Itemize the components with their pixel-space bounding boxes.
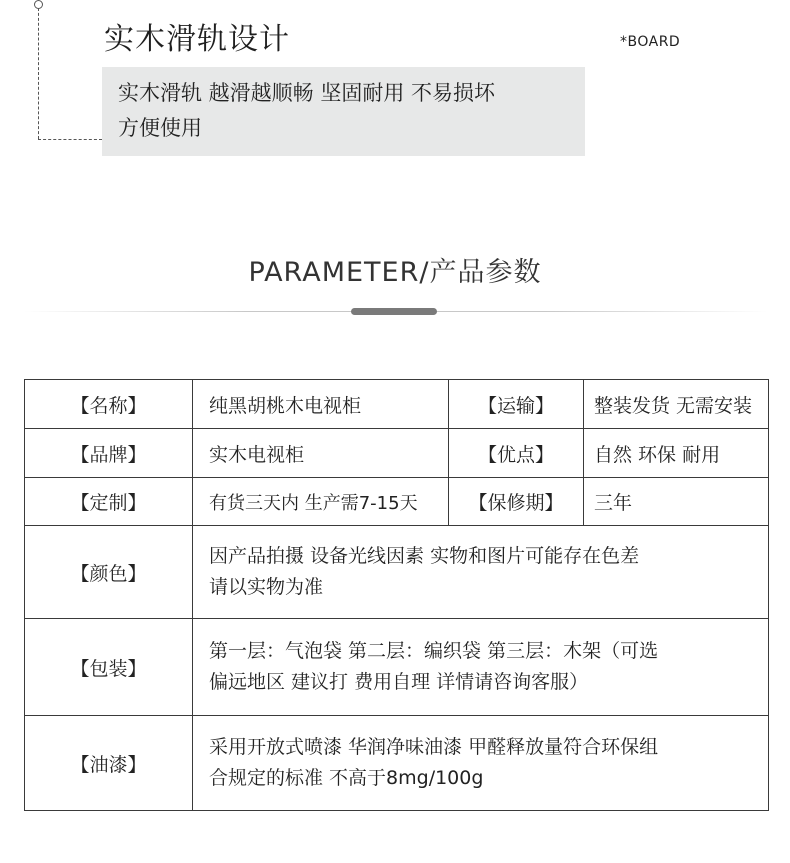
param-key: 【颜色】 <box>25 526 193 619</box>
param-value-line: 合规定的标准 不高于8mg/100g <box>209 767 484 789</box>
table-row <box>25 716 769 811</box>
param-value <box>193 619 769 716</box>
connector-horizontal-line <box>38 139 102 140</box>
feature-description-box <box>102 67 585 156</box>
param-key: 【包装】 <box>25 619 193 716</box>
table-row <box>25 478 769 526</box>
param-key: 【保修期】 <box>449 478 584 526</box>
table-row <box>25 380 769 429</box>
param-key: 【定制】 <box>25 478 193 526</box>
param-value: 自然 环保 耐用 <box>584 429 769 478</box>
param-value-line: 因产品拍摄 设备光线因素 实物和图片可能存在色差 <box>209 545 640 567</box>
param-value: 有货三天内 生产需7-15天 <box>193 478 449 526</box>
parameter-divider-bar <box>351 308 437 315</box>
param-value <box>193 526 769 619</box>
param-value: 整装发货 无需安装 <box>584 380 769 429</box>
param-key: 【优点】 <box>449 429 584 478</box>
param-key: 【油漆】 <box>25 716 193 811</box>
param-value: 三年 <box>584 478 769 526</box>
param-value-line: 采用开放式喷漆 华润净味油漆 甲醛释放量符合环保组 <box>209 736 659 758</box>
param-key: 【品牌】 <box>25 429 193 478</box>
param-value-line: 偏远地区 建议打 费用自理 详情请咨询客服） <box>209 671 589 693</box>
connector-vertical-line <box>38 8 39 139</box>
feature-description-line: 方便使用 <box>118 116 202 140</box>
param-key: 【名称】 <box>25 380 193 429</box>
param-value-line: 第一层：气泡袋 第二层：编织袋 第三层：木架（可选 <box>209 640 659 662</box>
param-value: 纯黑胡桃木电视柜 <box>193 380 449 429</box>
param-value <box>193 716 769 811</box>
table-row <box>25 526 769 619</box>
param-value: 实木电视柜 <box>193 429 449 478</box>
feature-title: 实木滑轨设计 <box>104 22 290 57</box>
param-key: 【运输】 <box>449 380 584 429</box>
table-row <box>25 619 769 716</box>
feature-description-line: 实木滑轨 越滑越顺畅 坚固耐用 不易损坏 <box>118 81 496 105</box>
parameter-title: PARAMETER/产品参数 <box>248 257 542 288</box>
table-row <box>25 429 769 478</box>
parameter-table <box>24 379 769 811</box>
board-tag: *BOARD <box>620 34 681 50</box>
param-value-line: 请以实物为准 <box>209 576 324 598</box>
